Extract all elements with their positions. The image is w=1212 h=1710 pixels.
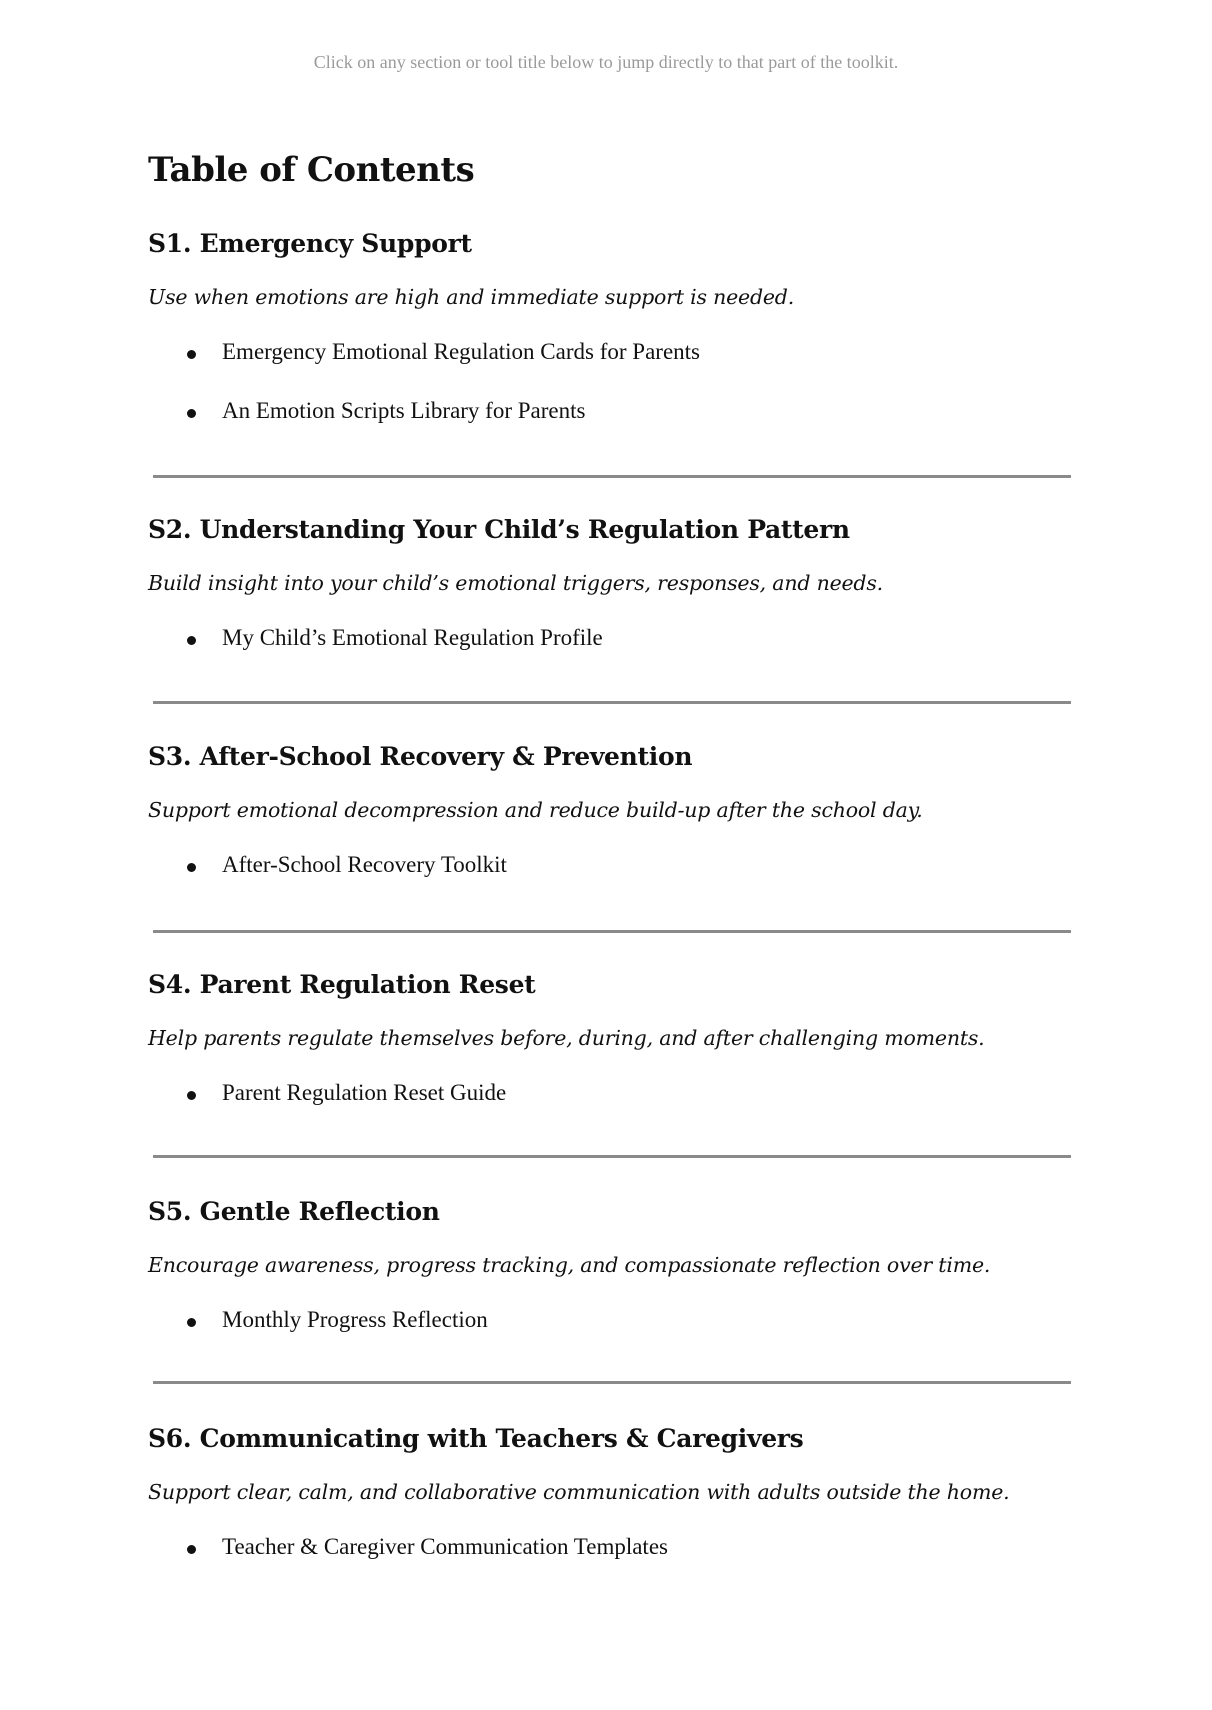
bullet-icon xyxy=(187,636,196,645)
section-s1 xyxy=(148,229,1078,423)
section-description-s2: Build insight into your child’s emotional triggers, responses, and needs. xyxy=(148,571,883,595)
section-description-s5: Encourage awareness, progress tracking, and compassionate reflection over time. xyxy=(148,1253,991,1277)
section-s5 xyxy=(148,1197,1078,1332)
section-s6 xyxy=(148,1424,1078,1559)
tool-list-s4 xyxy=(148,1080,506,1139)
bullet-icon xyxy=(187,1545,196,1554)
tool-link[interactable] xyxy=(148,1307,488,1366)
section-s2 xyxy=(148,515,1078,650)
tool-link[interactable] xyxy=(148,398,700,457)
section-title-s2[interactable]: S2. Understanding Your Child’s Regulation Pattern xyxy=(148,515,850,544)
section-description-s1: Use when emotions are high and immediate support is needed. xyxy=(148,285,795,309)
section-s3 xyxy=(148,742,1078,877)
tool-title[interactable]: After-School Recovery Toolkit xyxy=(222,852,507,877)
bullet-icon xyxy=(187,863,196,872)
section-s4 xyxy=(148,970,1078,1105)
section-divider xyxy=(153,1155,1071,1158)
tool-link[interactable] xyxy=(148,339,700,398)
section-divider xyxy=(153,475,1071,478)
tool-title[interactable]: Parent Regulation Reset Guide xyxy=(222,1080,507,1105)
bullet-icon xyxy=(187,350,196,359)
section-divider xyxy=(153,930,1071,933)
section-description-s4: Help parents regulate themselves before, during, and after challenging moments. xyxy=(148,1026,985,1050)
section-title-s6[interactable]: S6. Communicating with Teachers & Caregivers xyxy=(148,1424,804,1453)
tool-link[interactable] xyxy=(148,625,603,684)
section-description-s3: Support emotional decompression and reduce build-up after the school day. xyxy=(148,798,923,822)
section-title-s5[interactable]: S5. Gentle Reflection xyxy=(148,1197,440,1226)
tool-title[interactable]: Monthly Progress Reflection xyxy=(222,1307,488,1332)
tool-link[interactable] xyxy=(148,1534,668,1593)
section-divider xyxy=(153,1381,1071,1384)
tool-list-s1 xyxy=(148,339,700,457)
bullet-icon xyxy=(187,1318,196,1327)
tool-link[interactable] xyxy=(148,852,507,911)
navigation-hint: Click on any section or tool title below to jump directly to that part of the toolkit. xyxy=(313,52,899,72)
section-description-s6: Support clear, calm, and collaborative communication with adults outside the home. xyxy=(148,1480,1010,1504)
tool-list-s2 xyxy=(148,625,603,684)
section-title-s1[interactable]: S1. Emergency Support xyxy=(148,229,472,258)
tool-link[interactable] xyxy=(148,1080,506,1139)
tool-title[interactable]: An Emotion Scripts Library for Parents xyxy=(222,398,586,423)
tool-list-s3 xyxy=(148,852,507,911)
section-divider xyxy=(153,701,1071,704)
section-title-s4[interactable]: S4. Parent Regulation Reset xyxy=(148,970,536,999)
tool-title[interactable]: Emergency Emotional Regulation Cards for Parents xyxy=(222,339,700,364)
bullet-icon xyxy=(187,1091,196,1100)
tool-list-s6 xyxy=(148,1534,668,1593)
page-title: Table of Contents xyxy=(148,150,475,190)
tool-title[interactable]: Teacher & Caregiver Communication Templates xyxy=(222,1534,668,1559)
section-title-s3[interactable]: S3. After-School Recovery & Prevention xyxy=(148,742,693,771)
bullet-icon xyxy=(187,409,196,418)
tool-list-s5 xyxy=(148,1307,488,1366)
tool-title[interactable]: My Child’s Emotional Regulation Profile xyxy=(222,625,603,650)
